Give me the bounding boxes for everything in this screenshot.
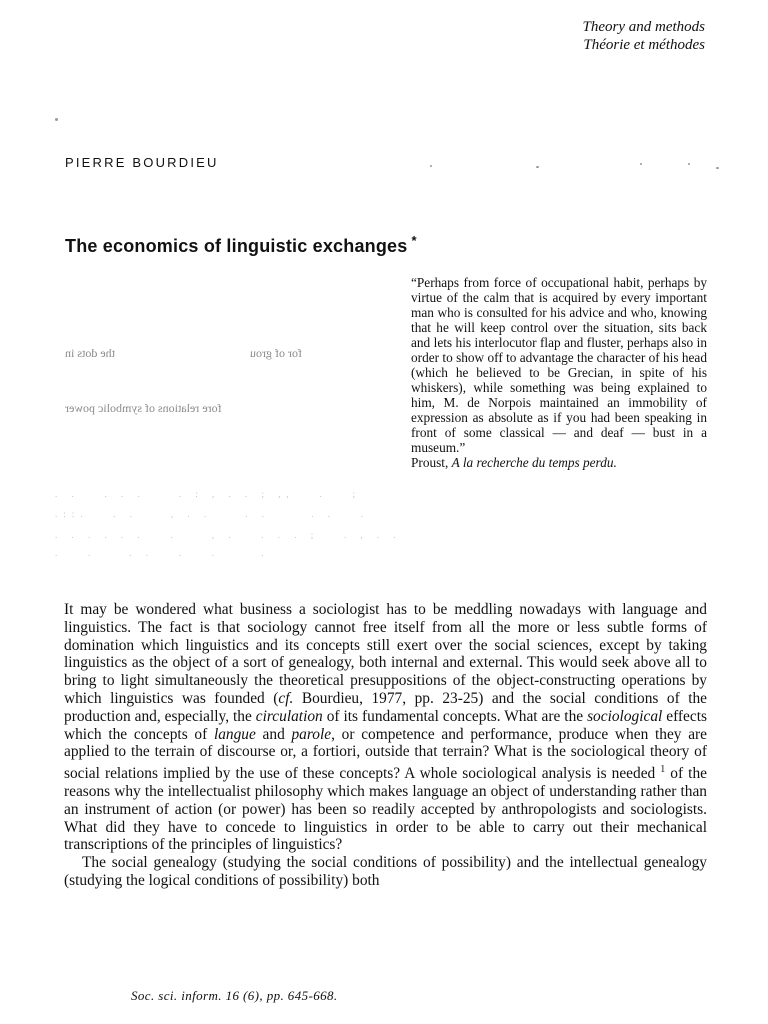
page-speck — [640, 163, 642, 165]
body-text-run: and — [255, 725, 292, 743]
body-text-run: , or competence and performance, produce when they are applied to the terrain of discourse or, a fortiori, outside that terrain? What is the sociological theory of social relations implied by the use of these concepts? A whole sociological analysis is needed — [64, 725, 707, 783]
epigraph-source-author: Proust, — [411, 455, 449, 470]
title-footnote-mark: * — [411, 233, 417, 248]
bleed-through-line: fore relations of symbolic power — [65, 401, 222, 415]
section-label — [583, 18, 706, 54]
page-speck — [536, 166, 539, 168]
page-speck — [716, 167, 719, 169]
author-name: PIERRE BOURDIEU — [65, 155, 219, 170]
bleed-through-specks: .::. . . , . . . . . . . — [55, 509, 370, 519]
page-speck — [430, 165, 432, 167]
bleed-through-line: the dots in — [65, 346, 115, 360]
epigraph-attribution — [411, 455, 707, 470]
bleed-through-area — [55, 335, 402, 565]
bleed-through-specks: . . . . . . . — [55, 548, 270, 558]
page-speck — [688, 163, 690, 165]
body-text-italic: circulation — [255, 707, 323, 725]
body-text-run: of its fundamental concepts. What are the — [322, 707, 588, 725]
body-text-italic: parole — [291, 725, 332, 743]
page-speck — [55, 118, 58, 121]
epigraph — [411, 275, 707, 470]
bleed-through-line: for of grou — [250, 346, 302, 360]
section-label-french: Théorie et méthodes — [583, 37, 705, 53]
article-title-text: The economics of linguistic exchanges — [65, 236, 408, 256]
body-text-italic: cf. — [278, 689, 294, 707]
epigraph-quote: “Perhaps from force of occupational habit, perhaps by virtue of the calm that is acquired by every important man who is consulted for his advice and who, knowing that he will keep control over the situation, sits back and lets his interlocutor flap and fluster, perhaps also in order to show off to advantage the character of his head (which he believed to be Grecian, in spite of his whiskers), while something was being explained to him, M. de Norpois maintained an immobility of expression as absolute as if you had been speaking in front of some classical — and deaf — bust in a museum.” — [411, 275, 707, 455]
footnote-reference: 1 — [660, 764, 666, 776]
body-text-italic: langue — [213, 725, 256, 743]
bleed-through-specks: . . . . . . . , . . . . ; . , . . — [55, 530, 402, 540]
body-text-run: of the reasons why the intellectualist philosophy which makes language an object of understanding rather than an instrument of action (or power) has been so readily accepted by anthropologists and sociologists. What did they have to concede to linguistics in order to be able to carry out their mechanical transcriptions of the principles of linguistics? — [64, 765, 707, 854]
epigraph-source-title: A la recherche du temps perdu. — [451, 455, 617, 470]
body-paragraph: The social genealogy (studying the social conditions of possibility) and the intellectual genealogy (studying the logical conditions of possibility) both — [64, 854, 707, 890]
body-text-run: It may be wondered what business a sociologist has to be meddling nowadays with language and linguistics. The fact is that sociology cannot free itself from all the more or less subtle forms of domination which linguistics and its concepts still exert over the social sciences, except by taking linguistics as the object of a sort of genealogy, both internal and external. This would seek above all to bring to light simultaneously the theoretical presuppositions of the object-constructing operations by which linguistics was founded ( — [64, 601, 707, 707]
body-text-run: effects which the concepts of — [64, 707, 707, 743]
body-text-italic: sociological — [587, 707, 663, 725]
section-label-english: Theory and methods — [582, 19, 705, 35]
bleed-through-specks: . . . . . . : , . . ; ,, . ; — [55, 489, 362, 499]
citation-footer: Soc. sci. inform. 16 (6), pp. 645-668. — [131, 988, 338, 1003]
body-paragraph — [64, 601, 707, 854]
body-text — [64, 601, 707, 890]
body-text-run: Bourdieu, 1977, pp. 23-25) and the social conditions of the production and, especially, the — [64, 689, 707, 725]
article-title — [65, 233, 417, 257]
